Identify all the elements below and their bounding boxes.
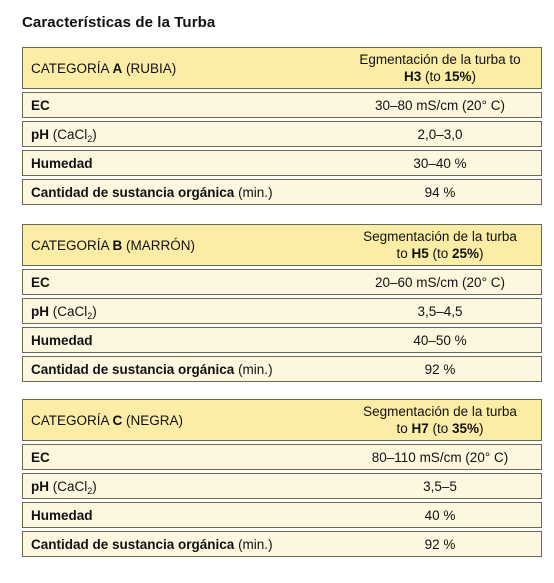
ph-label — [22, 473, 339, 499]
segmentation-percent: 15% — [444, 69, 472, 84]
segmentation-close: ) — [471, 69, 477, 84]
ph-label — [22, 121, 339, 147]
ec-label: EC — [22, 269, 339, 295]
category-c-table — [22, 396, 542, 560]
ph-value: 3,5–4,5 — [339, 298, 542, 324]
category-label — [22, 399, 339, 441]
segmentation-h-level: H5 — [411, 246, 429, 261]
segmentation-h-level: H3 — [403, 69, 422, 84]
segmentation-cell — [339, 47, 542, 89]
category-color: (MARRÓN) — [122, 237, 196, 253]
table-row — [22, 531, 542, 557]
segmentation-close: ) — [479, 421, 484, 436]
category-prefix: CATEGORÍA — [31, 237, 113, 253]
organic-value: 94 % — [339, 179, 542, 205]
organic-label — [22, 531, 339, 557]
ph-subscript: 2 — [87, 133, 93, 144]
table-row — [22, 356, 542, 382]
segmentation-text: Segmentación de la turba — [363, 404, 517, 419]
segmentation-to: (to — [428, 421, 452, 436]
humidity-value: 30–40 % — [339, 150, 542, 176]
table-row — [22, 92, 542, 118]
category-letter: C — [112, 412, 123, 428]
category-letter: A — [112, 60, 123, 76]
table-header-row — [22, 47, 542, 89]
table-row — [22, 444, 542, 470]
ec-label: EC — [22, 444, 339, 470]
category-prefix: CATEGORÍA — [31, 60, 113, 76]
organic-min: (min.) — [234, 536, 273, 552]
segmentation-text: Egmentación de la turba to — [359, 52, 521, 67]
ec-value: 20–60 mS/cm (20° C) — [339, 269, 542, 295]
ph-value: 3,5–5 — [339, 473, 542, 499]
segmentation-cell — [339, 224, 542, 266]
ph-subscript: 2 — [87, 485, 93, 496]
ec-label: EC — [22, 92, 339, 118]
category-label — [22, 47, 339, 89]
table-row — [22, 179, 542, 205]
segmentation-text: Segmentación de la turba — [363, 229, 517, 244]
ph-label — [22, 298, 339, 324]
organic-value: 92 % — [339, 531, 542, 557]
segmentation-to: (to — [428, 246, 452, 261]
organic-text: Cantidad de sustancia orgánica — [31, 184, 235, 200]
organic-label — [22, 356, 339, 382]
ph-compound: (CaCl — [49, 478, 88, 494]
humidity-label: Humedad — [22, 150, 339, 176]
ph-compound: (CaCl — [49, 126, 88, 142]
table-row — [22, 121, 542, 147]
ph-compound: (CaCl — [49, 303, 88, 319]
table-header-row — [22, 224, 542, 266]
ph-subscript: 2 — [87, 310, 93, 321]
segmentation-percent: 25% — [452, 246, 480, 261]
humidity-value: 40–50 % — [339, 327, 542, 353]
segmentation-to: (to — [421, 69, 445, 84]
ec-value: 80–110 mS/cm (20° C) — [339, 444, 542, 470]
segmentation-cell — [339, 399, 542, 441]
ph-close: ) — [92, 303, 97, 319]
category-color: (RUBIA) — [122, 60, 177, 76]
organic-min: (min.) — [234, 184, 273, 200]
ph-close: ) — [92, 126, 97, 142]
organic-text: Cantidad de sustancia orgánica — [31, 536, 235, 552]
table-row — [22, 150, 542, 176]
category-b-table — [22, 221, 542, 385]
table-row — [22, 269, 542, 295]
table-row — [22, 502, 542, 528]
ph-value: 2,0–3,0 — [339, 121, 542, 147]
segmentation-percent: 35% — [452, 421, 480, 436]
category-color: (NEGRA) — [122, 412, 184, 428]
page-title: Características de la Turba — [22, 14, 216, 31]
table-row — [22, 298, 542, 324]
segmentation-close: ) — [479, 246, 484, 261]
ph-text: pH — [31, 126, 49, 142]
organic-label — [22, 179, 339, 205]
category-prefix: CATEGORÍA — [31, 412, 113, 428]
ph-text: pH — [31, 303, 49, 319]
organic-text: Cantidad de sustancia orgánica — [31, 361, 235, 377]
ph-text: pH — [31, 478, 49, 494]
organic-value: 92 % — [339, 356, 542, 382]
humidity-label: Humedad — [22, 502, 339, 528]
table-row — [22, 327, 542, 353]
ph-close: ) — [92, 478, 97, 494]
category-a-table — [22, 44, 542, 208]
segmentation-to-prefix: to — [396, 246, 412, 261]
segmentation-to-prefix: to — [396, 421, 412, 436]
humidity-label: Humedad — [22, 327, 339, 353]
organic-min: (min.) — [234, 361, 273, 377]
humidity-value: 40 % — [339, 502, 542, 528]
category-letter: B — [112, 237, 123, 253]
segmentation-h-level: H7 — [411, 421, 429, 436]
category-label — [22, 224, 339, 266]
ec-value: 30–80 mS/cm (20° C) — [339, 92, 542, 118]
table-row — [22, 473, 542, 499]
table-header-row — [22, 399, 542, 441]
